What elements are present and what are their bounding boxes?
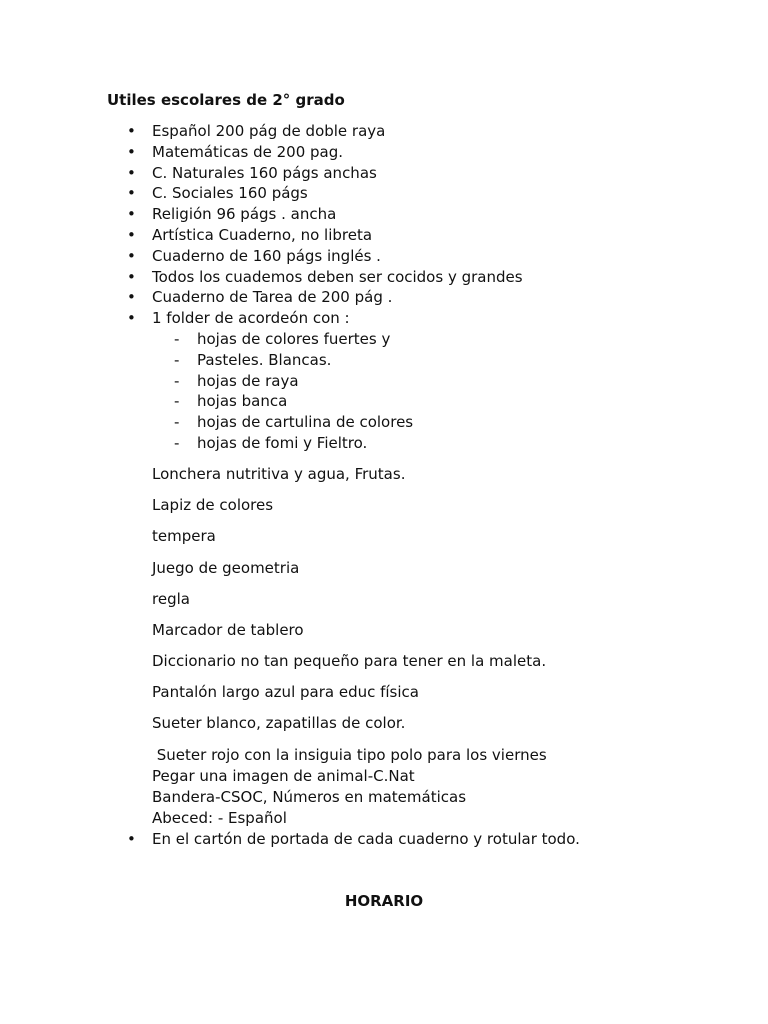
dash-icon: -	[174, 330, 180, 348]
paragraph-ruler: regla	[152, 590, 190, 608]
sublist-item-text: hojas de cartulina de colores	[197, 413, 414, 432]
dash-icon: -	[174, 413, 180, 432]
paragraph-alphabet: Abeced: - Español	[152, 809, 287, 827]
list-item-text: Artística Cuaderno, no libreta	[152, 225, 373, 244]
list-item-text: Matemáticas de 200 pag.	[152, 142, 344, 161]
list-item-text: C. Sociales 160 págs	[152, 184, 308, 203]
paragraph-lunchbox: Lonchera nutritiva y agua, Frutas.	[152, 465, 406, 483]
list-item-text: 1 folder de acordeón con :	[152, 309, 350, 328]
bullet-icon: •	[127, 246, 136, 265]
list-item-text: Religión 96 págs . ancha	[152, 205, 337, 224]
list-item-text: Español 200 pág de doble raya	[152, 122, 386, 140]
paragraph-dictionary: Diccionario no tan pequeño para tener en la maleta.	[152, 652, 547, 670]
bullet-icon: •	[127, 830, 136, 848]
sublist-item-text: hojas de fomi y Fieltro.	[197, 433, 368, 452]
sublist-item-text: Pasteles. Blancas.	[197, 350, 332, 369]
dash-icon: -	[174, 350, 180, 369]
bullet-icon: •	[127, 288, 136, 307]
bullet-icon: •	[127, 142, 136, 161]
schedule-heading: HORARIO	[344, 892, 424, 910]
paragraph-flag-numbers: Bandera-CSOC, Números en matemáticas	[152, 788, 467, 806]
dash-icon: -	[174, 433, 180, 452]
list-item-text: Cuaderno de Tarea de 200 pág .	[152, 288, 393, 307]
bullet-icon: •	[127, 225, 136, 244]
dash-icon: -	[174, 392, 180, 411]
sublist-item-text: hojas de raya	[197, 371, 299, 390]
paragraph-pants: Pantalón largo azul para educ física	[152, 683, 419, 701]
bullet-icon: •	[127, 184, 136, 203]
paragraph-board-marker: Marcador de tablero	[152, 621, 304, 639]
sublist-item-text: hojas banca	[197, 392, 288, 411]
document-title: Utiles escolares de 2° grado	[107, 91, 345, 109]
sublist-item-text: hojas de colores fuertes y	[197, 330, 391, 348]
paragraph-white-sweater: Sueter blanco, zapatillas de color.	[152, 714, 406, 732]
bullet-icon: •	[127, 205, 136, 224]
bullet-icon: •	[127, 309, 136, 328]
paragraph-geometry-set: Juego de geometria	[152, 559, 300, 577]
bullet-icon: •	[127, 267, 136, 286]
list-item-final	[0, 829, 768, 850]
list-item-text: C. Naturales 160 págs anchas	[152, 163, 377, 182]
list-item-text: Cuaderno de 160 págs inglés .	[152, 246, 381, 265]
list-item-text: Todos los cuademos deben ser cocidos y grandes	[152, 267, 523, 286]
paragraph-animal-image: Pegar una imagen de animal-C.Nat	[152, 767, 415, 785]
list-item-text: En el cartón de portada de cada cuaderno y rotular todo.	[152, 830, 580, 848]
paragraph-colored-pencils: Lapiz de colores	[152, 496, 274, 514]
bullet-icon: •	[127, 163, 136, 182]
dash-icon: -	[174, 371, 180, 390]
paragraph-tempera: tempera	[152, 527, 216, 545]
paragraph-red-sweater: Sueter rojo con la insiguia tipo polo para los viernes	[152, 746, 547, 764]
bullet-icon: •	[127, 122, 136, 140]
